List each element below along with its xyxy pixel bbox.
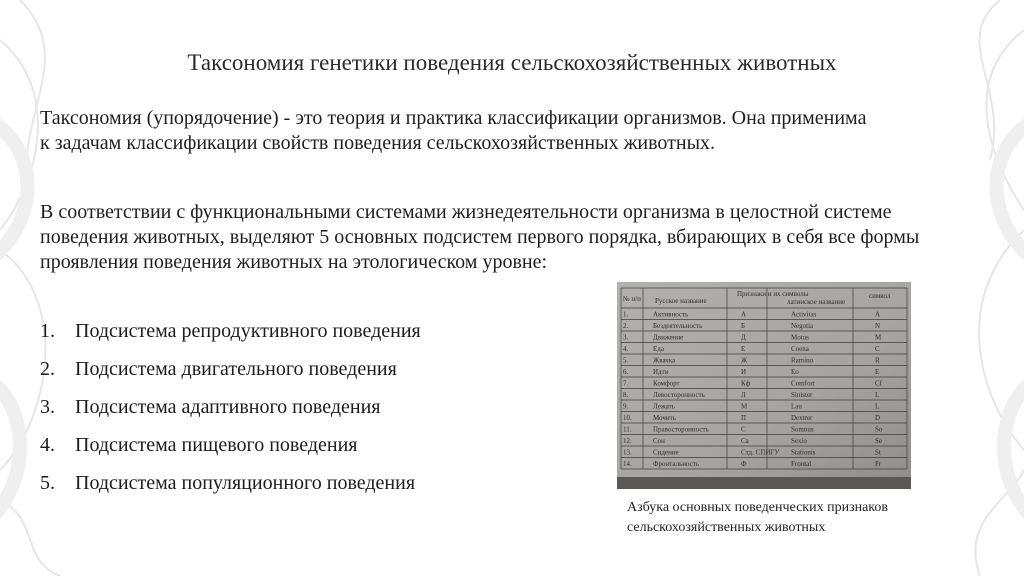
list-item-number: 1.: [40, 320, 55, 342]
table-cell: Е: [741, 345, 746, 353]
list-item: [40, 433, 421, 471]
table-cell: И: [741, 368, 747, 376]
table-cell: Ramino: [791, 356, 814, 365]
table-header-cell: Русское название: [655, 297, 707, 305]
list-item-number: 3.: [40, 396, 55, 418]
subsystems-list: [40, 319, 421, 509]
table-cell: Д: [741, 333, 746, 342]
table-cell: Somnus: [791, 425, 814, 434]
table-cell: 8.: [623, 391, 629, 399]
behavior-alphabet-table-photo: [617, 282, 911, 489]
table-cell: Кф: [741, 379, 751, 388]
table-cell: Negotia: [791, 322, 814, 330]
table-cell: Eo: [791, 368, 799, 376]
table-cell: Activitas: [791, 310, 817, 319]
table-cell: So: [875, 425, 883, 434]
table-cell: L: [875, 402, 880, 411]
table-cell: C: [875, 345, 880, 353]
table-cell: 13.: [623, 448, 632, 457]
table-cell: N: [875, 322, 881, 330]
table-cell: М: [741, 402, 748, 411]
table-header-cell: Признаки и их символы: [737, 290, 809, 298]
table-cell: Лежать: [653, 402, 675, 411]
table-cell: 14.: [623, 460, 632, 468]
table-cell: Sexio: [791, 437, 807, 445]
table-cell: Фронтальность: [653, 460, 700, 468]
list-item-number: 4.: [40, 434, 55, 456]
list-item-text: Подсистема репродуктивного поведения: [75, 320, 421, 342]
list-item-text: Подсистема адаптивного поведения: [75, 396, 381, 418]
list-item: [40, 319, 421, 357]
table-cell: Ф: [741, 460, 747, 468]
list-item: [40, 471, 421, 509]
table-cell: 9.: [623, 402, 629, 411]
table-cell: Dextrer: [791, 414, 813, 422]
table-cell: Стд. СПИГУ: [741, 448, 780, 457]
table-cell: Motus: [791, 333, 809, 342]
table-cell: Комфорт: [653, 379, 680, 388]
list-item: [40, 395, 421, 433]
table-cell: R: [875, 356, 880, 365]
table-cell: 2.: [623, 322, 629, 330]
table-cell: Comfort: [791, 379, 815, 388]
list-item-number: 5.: [40, 472, 55, 494]
table-cell: Stationis: [791, 448, 816, 457]
table-cell: 10.: [623, 414, 632, 422]
table-cell: Движение: [653, 333, 684, 342]
table-cell: 5.: [623, 356, 629, 365]
table-cell: 3.: [623, 333, 629, 342]
table-cell: 6.: [623, 368, 629, 376]
table-photo-svg: [617, 282, 911, 489]
table-cell: E: [875, 368, 880, 376]
table-cell: 1.: [623, 310, 629, 319]
table-cell: Жвачка: [653, 356, 676, 365]
table-cell: Са: [741, 437, 749, 445]
table-cell: П: [741, 414, 747, 422]
table-cell: 12.: [623, 437, 632, 445]
table-cell: Se: [875, 437, 882, 445]
table-cell: Б: [741, 322, 746, 330]
table-cell: A: [875, 310, 881, 319]
table-cell: 11.: [623, 425, 632, 434]
list-item-text: Подсистема пищевого поведения: [75, 434, 358, 456]
table-cell: Frontal: [791, 460, 812, 468]
table-cell: Л: [741, 391, 746, 399]
table-cell: Правосторонность: [653, 425, 709, 434]
table-cell: Идти: [653, 368, 669, 376]
table-cell: Coena: [791, 345, 809, 353]
table-cell: 7.: [623, 379, 629, 388]
taxonomy-definition-paragraph: Таксономия (упорядочение) - это теория и практика классификации организмов. Она применима к задачам классификации свойств поведения сельскохозяйственных животных.: [40, 107, 867, 154]
table-cell: А: [741, 310, 747, 319]
table-cell: St: [875, 448, 881, 457]
table-cell: Еда: [653, 345, 664, 353]
table-cell: Сон: [653, 437, 665, 445]
list-item: [40, 357, 421, 395]
table-header-cell: № п/п: [623, 295, 641, 303]
table-header-cell: латинское название: [787, 298, 846, 306]
photo-caption: Азбука основных поведенческих признаков сельскохозяйственных животных: [627, 500, 889, 535]
list-item-number: 2.: [40, 358, 55, 380]
slide-title: Таксономия генетики поведения сельскохозяйственных животных: [187, 50, 837, 75]
table-cell: Ж: [741, 356, 748, 365]
table-header-cell: символ: [869, 292, 891, 300]
table-cell: Sinister: [791, 391, 813, 399]
table-cell: Активность: [653, 310, 689, 319]
list-item-text: Подсистема популяционного поведения: [75, 472, 416, 494]
table-cell: С: [741, 425, 746, 434]
table-cell: Левосторонность: [653, 391, 705, 399]
table-cell: Lau: [791, 402, 802, 411]
subsystems-intro-paragraph: В соответствии с функциональными системами жизнедеятельности организма в целостной системе поведения животных, выделяют 5 основных подсистем первого порядка, вбирающих в себя все формы проявления поведения животных на этологическом уровне:: [40, 201, 920, 273]
table-cell: D: [875, 414, 881, 422]
table-cell: Бездеятельность: [653, 322, 703, 330]
table-cell: Fr: [875, 460, 882, 468]
list-item-text: Подсистема двигательного поведения: [75, 358, 397, 380]
table-cell: 4.: [623, 345, 629, 353]
table-cell: Мочить: [653, 414, 676, 422]
table-cell: Cf: [875, 379, 882, 388]
table-cell: L: [875, 391, 880, 399]
table-cell: M: [875, 333, 882, 342]
table-cell: Сидение: [653, 448, 679, 457]
